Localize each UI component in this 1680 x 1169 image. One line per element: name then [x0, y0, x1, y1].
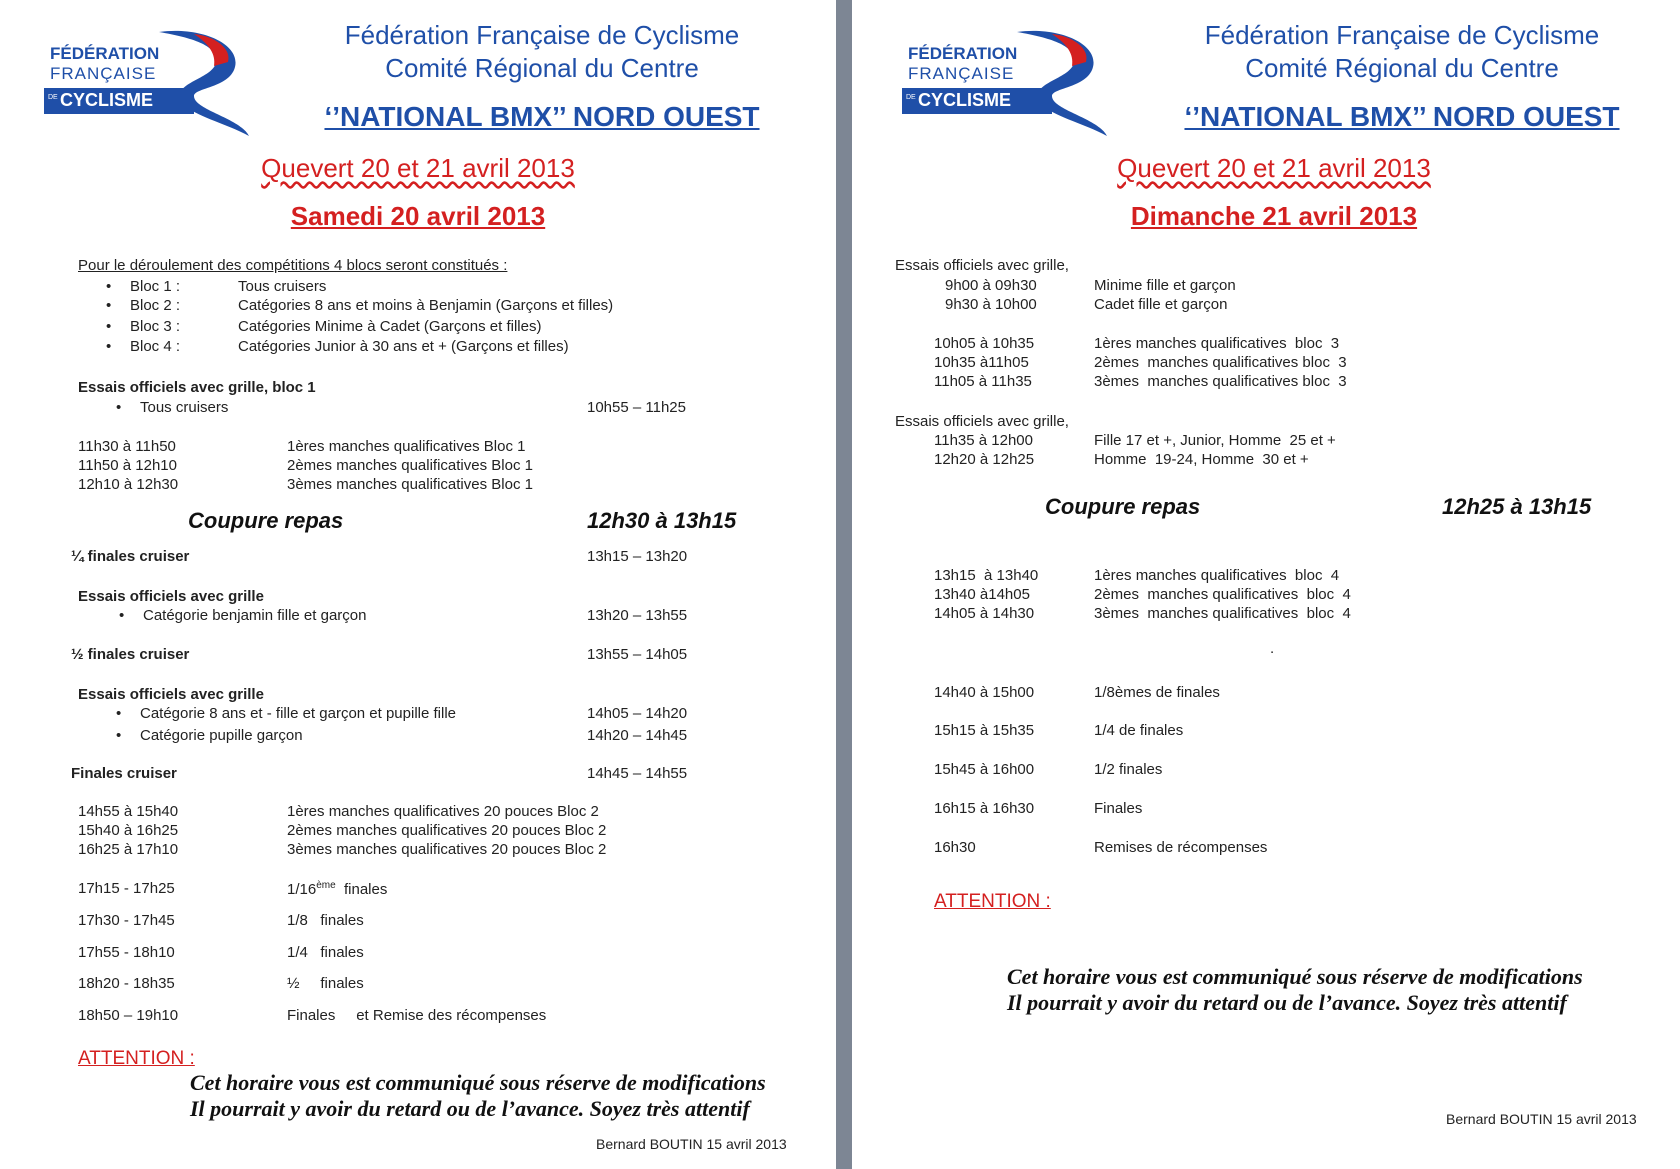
repas-label: Coupure repas: [188, 508, 344, 533]
bloc-desc: Tous cruisers: [238, 278, 327, 295]
manche-time: 14h55 à 15h40: [78, 803, 179, 820]
bloc-label: • Bloc 3 :: [130, 318, 180, 335]
logo-line3: CYCLISME: [60, 90, 154, 110]
comite-title: Comité Régional du Centre: [385, 53, 699, 83]
final-label-rest: finales: [335, 881, 388, 898]
bloc-label: • Bloc 1 :: [130, 278, 180, 295]
manche-label: 3èmes manches qualificatives Bloc 1: [287, 476, 533, 493]
final-time: 14h40 à 15h00: [934, 684, 1035, 701]
final-time: 15h15 à 15h35: [934, 722, 1035, 739]
essais-time: 9h30 à 10h00: [945, 296, 1037, 313]
national-title: ‘’NATIONAL BMX’’ NORD OUEST: [324, 101, 760, 132]
essais-time: 12h20 à 12h25: [934, 451, 1035, 468]
essais2-title: Essais officiels avec grille: [78, 588, 264, 605]
event-title: [1064, 153, 1484, 184]
manche-time: 11h50 à 12h10: [78, 457, 177, 474]
essais-label: Minime fille et garçon: [1094, 277, 1236, 294]
manche-label: 1ères manches qualificatives bloc 3: [1094, 335, 1340, 352]
essais-label: Homme 19-24, Homme 30 et +: [1094, 451, 1309, 468]
essais-label: Cadet fille et garçon: [1094, 296, 1228, 313]
note-line1: Cet horaire vous est communiqué sous réserve de modifications: [190, 1070, 766, 1095]
repas-time: 12h25 à 13h15: [1442, 494, 1592, 519]
final-time: 16h15 à 16h30: [934, 800, 1035, 817]
manche-time: 16h25 à 17h10: [78, 841, 179, 858]
essais3-title: Essais officiels avec grille: [78, 686, 264, 703]
essais3-item: • Catégorie pupille garçon: [140, 727, 303, 744]
demis-time: 13h55 – 14h05: [587, 646, 688, 663]
comite-title: Comité Régional du Centre: [1245, 53, 1559, 83]
manche-label: 3èmes manches qualificatives 20 pouces Bloc 2: [287, 841, 607, 858]
logo-small: DE: [48, 94, 58, 101]
final-label-sup: ème: [316, 880, 336, 891]
quarts-label: ¼ finales cruiser: [71, 548, 190, 565]
essais2-item: • Catégorie benjamin fille et garçon: [143, 607, 366, 624]
final-label: Remises de récompenses: [1094, 839, 1268, 856]
manche-label: 2èmes manches qualificatives Bloc 1: [287, 457, 533, 474]
quarts-time: 13h15 – 13h20: [587, 548, 688, 565]
manche-label: 3èmes manches qualificatives bloc 4: [1094, 605, 1351, 622]
finales-cruiser-label: Finales cruiser: [71, 765, 177, 782]
final-label-main: 1/16: [287, 881, 317, 898]
ffc-logo: [902, 26, 1122, 136]
final-time: 15h45 à 16h00: [934, 761, 1035, 778]
bloc-desc: Catégories Junior à 30 ans et + (Garçons et filles): [238, 338, 569, 355]
manche-time: 11h05 à 11h35: [934, 373, 1032, 390]
logo-line2: FRANÇAISE: [50, 64, 157, 83]
essais-time: 11h35 à 12h00: [934, 432, 1033, 449]
manche-time: 15h40 à 16h25: [78, 822, 179, 839]
final-time: 17h15 - 17h25: [78, 880, 175, 897]
manche-time: 11h30 à 11h50: [78, 438, 176, 455]
day-title: Samedi 20 avril 2013: [290, 201, 546, 231]
manche-label: 2èmes manches qualificatives bloc 3: [1094, 354, 1347, 371]
manche-label: 2èmes manches qualificatives 20 pouces Bloc 2: [287, 822, 607, 839]
note-line1: Cet horaire vous est communiqué sous réserve de modifications: [1007, 964, 1583, 989]
logo-line2: FRANÇAISE: [908, 64, 1015, 83]
page-left: [0, 0, 836, 1169]
repas-time: 12h30 à 13h15: [587, 508, 737, 533]
logo-line1: FÉDÉRATION: [908, 44, 1018, 63]
final-time: 18h50 – 19h10: [78, 1007, 179, 1024]
final-label: 1/2 finales: [1094, 761, 1163, 778]
bloc-desc: Catégories 8 ans et moins à Benjamin (Garçons et filles): [238, 297, 614, 314]
federation-title: Fédération Française de Cyclisme: [344, 20, 740, 50]
logo-line1: FÉDÉRATION: [50, 44, 160, 63]
stray-dot: .: [1270, 640, 1275, 657]
final-label: Finales: [1094, 800, 1143, 817]
manche-time: 10h35 à11h05: [934, 354, 1029, 371]
page-right: [852, 0, 1680, 1169]
note-line2: Il pourrait y avoir du retard ou de l’avance. Soyez très attentif: [190, 1096, 750, 1121]
intro-text: Pour le déroulement des compétitions 4 blocs seront constitués :: [78, 257, 508, 274]
essais-label: Fille 17 et +, Junior, Homme 25 et +: [1094, 432, 1336, 449]
event-title: [208, 153, 628, 184]
manche-label: 3èmes manches qualificatives bloc 3: [1094, 373, 1347, 390]
manche-label: 1ères manches qualificatives bloc 4: [1094, 567, 1340, 584]
manche-label: 2èmes manches qualificatives bloc 4: [1094, 586, 1351, 603]
final-time: 17h55 - 18h10: [78, 944, 175, 961]
manche-time: 10h05 à 10h35: [934, 335, 1035, 352]
signature: Bernard BOUTIN 15 avril 2013: [596, 1136, 787, 1152]
final-label: 1/8 finales: [287, 912, 364, 929]
attention-label: ATTENTION :: [78, 1048, 195, 1069]
bloc-desc: Catégories Minime à Cadet (Garçons et filles): [238, 318, 542, 335]
repas-label: Coupure repas: [1045, 494, 1201, 519]
essais-time: 9h00 à 09h30: [945, 277, 1037, 294]
essais2-time: 13h20 – 13h55: [587, 607, 688, 624]
ffc-logo: [44, 26, 264, 136]
manche-time: 13h15 à 13h40: [934, 567, 1039, 584]
essais1-title: Essais officiels avec grille, bloc 1: [78, 379, 316, 396]
event-title-text: Quevert 20 et 21 avril 2013: [261, 153, 575, 183]
essais1-title: Essais officiels avec grille,: [895, 257, 1069, 274]
manche-label: 1ères manches qualificatives Bloc 1: [287, 438, 526, 455]
final-time: 16h30: [934, 839, 976, 856]
final-label: 1/8èmes de finales: [1094, 684, 1220, 701]
final-label: 1/4 de finales: [1094, 722, 1184, 739]
attention-label: ATTENTION :: [934, 891, 1051, 912]
final-time: 18h20 - 18h35: [78, 975, 175, 992]
final-label: [287, 880, 387, 898]
final-label: Finales et Remise des récompenses: [287, 1007, 547, 1024]
bloc-label: • Bloc 4 :: [130, 338, 180, 355]
logo-small: DE: [906, 94, 916, 101]
essais3-time: 14h20 – 14h45: [587, 727, 688, 744]
day-title: Dimanche 21 avril 2013: [1130, 201, 1418, 231]
page-divider: [836, 0, 852, 1169]
bloc-label: • Bloc 2 :: [130, 297, 180, 314]
note-line2: Il pourrait y avoir du retard ou de l’avance. Soyez très attentif: [1007, 990, 1567, 1015]
logo-line3: CYCLISME: [918, 90, 1012, 110]
final-label: ½ finales: [287, 975, 364, 992]
essais2-title: Essais officiels avec grille,: [895, 413, 1069, 430]
demis-label: ½ finales cruiser: [71, 646, 190, 663]
manche-time: 12h10 à 12h30: [78, 476, 179, 493]
finales-cruiser-time: 14h45 – 14h55: [587, 765, 688, 782]
national-title: ‘’NATIONAL BMX’’ NORD OUEST: [1184, 101, 1620, 132]
manche-time: 13h40 à14h05: [934, 586, 1030, 603]
essais3-item: • Catégorie 8 ans et - fille et garçon et pupille fille: [140, 705, 456, 722]
signature: Bernard BOUTIN 15 avril 2013: [1446, 1111, 1637, 1127]
final-time: 17h30 - 17h45: [78, 912, 175, 929]
essais3-time: 14h05 – 14h20: [587, 705, 688, 722]
essais1-time: 10h55 – 11h25: [587, 399, 686, 416]
manche-label: 1ères manches qualificatives 20 pouces Bloc 2: [287, 803, 599, 820]
federation-title: Fédération Française de Cyclisme: [1204, 20, 1600, 50]
event-title-text: Quevert 20 et 21 avril 2013: [1117, 153, 1431, 183]
essais1-item: • Tous cruisers: [140, 399, 228, 416]
manche-time: 14h05 à 14h30: [934, 605, 1035, 622]
final-label: 1/4 finales: [287, 944, 364, 961]
